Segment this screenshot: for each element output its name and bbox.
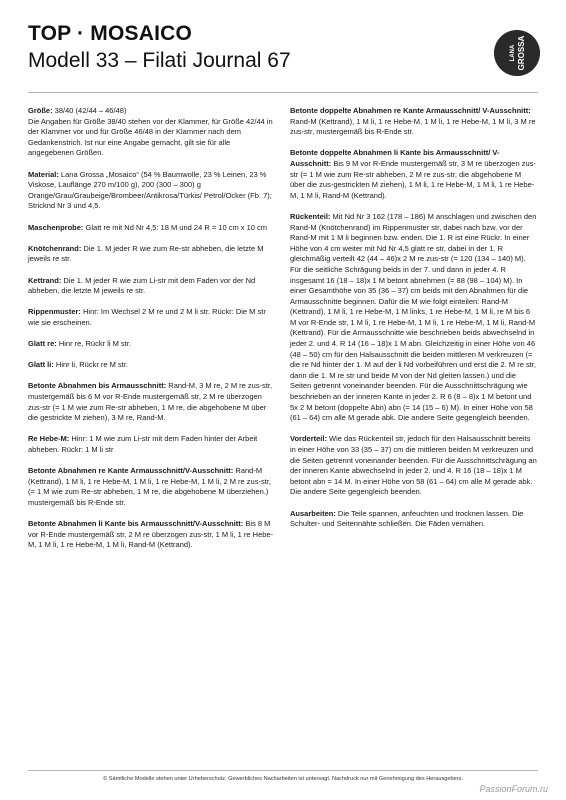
section-text: Bis 8 M vor R-Ende mustergemäß str, 2 M re überzogen zus-str, 1 M li, 1 re Hebe-M, 1 M li, 1 re Hebe-M, 1 M li, Rand-M (Kettrand). [28, 519, 274, 550]
section-label: Material: [28, 169, 59, 179]
section-text: 38/40 (42/44 – 46/48) Die Angaben für Größe 38/40 stehen vor der Klammer, für Größe 42/44 in der Klammer vor und für Größe 46/48 in der Klammer nach dem Gedankenstrich. Ist nur eine Angabe gemacht, gilt sie für alle angegebenen Größen. [28, 106, 273, 158]
instruction-section [28, 223, 276, 234]
instructions-right-column [290, 106, 538, 540]
section-label: Glatt re: [28, 339, 57, 349]
section-text: Wie das Rückenteil str, jedoch für den Halsausschnitt bereits in einer Höhe von 33 (35 – 37) cm die mittleren beiden M verkreuzen und die Seiten getrennt voneinander beenden. Für die Ausschnittschrägung an der inneren Kante abwechselnd in jeder 2. und 4. R 16 (18 – 18)x 1 M betont abn = 14 M. In einer Höhe von 58 (61 – 64) cm alle M gerade abk. Die andere Seite gegengleich beenden. [290, 434, 537, 497]
section-label: Ausarbeiten: [290, 508, 336, 518]
instruction-section [28, 360, 276, 371]
page-subtitle: Modell 33 – Filati Journal 67 [28, 49, 291, 72]
section-text: Bis 9 M vor R-Ende mustergemäß str, 3 M re überzogen zus-str (= 1 M wie zum Re-str abheben, 2 M re zus-str, die abgehobene M über die zus-gestrickten M ziehen), 1 M li, 1 re Hebe-M, 1 M li, 1 re Hebe-M, 1 M li, Rand-M (Kettrand). [290, 158, 536, 200]
section-text: Lana Grossa „Mosaico“ (54 % Baumwolle, 23 % Leinen, 23 % Viskose, Lauflänge 270 m/100 g), 200 (300 – 300) g Orange/Grau/Graubeige/Brombeer/Antikrosa/Türkis/ Petrol/Ocker (Fb. 7); Stricknd Nr 3 und 4,5. [28, 169, 272, 211]
section-label: Vorderteil: [290, 434, 327, 444]
instruction-section [28, 307, 276, 328]
header-divider [28, 92, 538, 93]
section-label: Knötchenrand: [28, 243, 82, 253]
instruction-section [290, 148, 538, 201]
instruction-section [28, 106, 276, 159]
instruction-section [28, 244, 276, 265]
lana-grossa-logo [494, 30, 540, 76]
instructions-left-column [28, 106, 276, 562]
section-text: Die Teile spannen, anfeuchten und trocknen lassen. Die Schulter- und Seitennähte schließen. Die Fäden vernähen. [290, 508, 524, 529]
instruction-section [28, 434, 276, 455]
section-text: Die 1. M jeder R wie zum Li-str mit dem Faden vor der Nd abheben, die letzte M jeweils re str. [28, 275, 256, 296]
section-text: Hinr li, Rückr re M str. [53, 360, 129, 370]
instruction-section [290, 509, 538, 530]
section-label: Re Hebe-M: [28, 434, 70, 444]
section-label: Betonte doppelte Abnahmen li Kante bis Armausschnitt/ V-Ausschnitt: [290, 148, 500, 168]
page-title: TOP · MOSAICO [28, 22, 193, 45]
section-label: Betonte doppelte Abnahmen re Kante Armausschnitt/ V-Ausschnitt: [290, 106, 531, 115]
copyright-notice: © Sämtliche Modelle stehen unter Urheberschutz. Gewerbliches Nacharbeiten ist untersagt. Nachdruck nur mit Genehmigung des Herausgebers. [103, 776, 463, 782]
section-text: Mit Nd Nr 3 162 (178 – 186) M anschlagen und zwischen den Rand-M (Knötchenrand) im Rippenmuster str, dabei nach bzw. vor der Rand-M mit 1 M li beginnen bzw. enden. Die 1. R ist eine Rückr. In einer Höhe von 4 cm weiter mit Nd Nr 4,5 glatt re str, dabei in der 1. R gleichmäßig verteilt 42 (44 – 46)x 2 M re zus-str (= 120 (134 – 140) M). Für die seitliche Schrägung beids in der 7. und dann in jeder 4. R insgesamt 16 (18 – 18)x 1 M betont abnehmen (= 88 (98 – 104) M). In einer Gesamthöhe von 35 (36 – 37) cm beids mit den Abnahmen für die Armausschnitte beginnen. Dafür die M wie folgt einteilen: Rand-M (Kettrand), 1 M li, 1 re Hebe-M, 1 M links, 1 re Hebe-M, 1 M li, re M bis 6 M vor R-Ende str, 1 M li, 1 re Hebe-M, 1 M li, 1 re Hebe-M, 1 M li, Rand-M (Kettrand). Für die Armausschnitte wie beschrieben beids abwechselnd in jeder 2. und 4. R 14 (16 – 18)x 1 M abn. Gleichzeitig in einer Höhe von 46 (48 – 50) cm für den Halsausschnitt die beiden mittleren M verkreuzen (= die re Nd hinter der 1. M auf der li Nd vorbeiführen und erst die 2. M re str, dann die 1. M re str und beide M von der Nd gleiten lassen.) und die Seiten getrennt voneinander beenden. Für die Ausschnittschrägung wie beschrieben an der inneren Kante in jeder 2. R 6 (8 – 8)x 1 M betont und 5x 2 M betont (doppelte Abn) abn (= 14 (15 – 6) M). In einer Höhe von 58 (61 – 64) cm alle M gerade abk. Die andere Seite gegengleich beenden. [290, 211, 537, 423]
section-text: Hinr re, Rückr li M str. [56, 339, 131, 349]
instruction-section [290, 106, 538, 138]
section-label: Maschenprobe: [28, 222, 84, 232]
instruction-section [28, 170, 276, 212]
instruction-section [28, 339, 276, 350]
instruction-section [28, 381, 276, 423]
section-label: Kettrand: [28, 275, 62, 285]
watermark: PassionForum.ru [479, 784, 548, 794]
instruction-section [28, 276, 276, 297]
instruction-section [28, 466, 276, 508]
section-label: Größe: [28, 106, 53, 115]
section-text: Die 1. M jeder R wie zum Re-str abheben, die letzte M jeweils re str. [28, 243, 264, 264]
section-label: Rippenmuster: [28, 307, 81, 317]
section-label: Rückenteil: [290, 211, 331, 221]
section-text: Rand-M (Kettrand), 1 M li, 1 re Hebe-M, 1 M li, 1 re Hebe-M, 1 M li, 2 M re zus-str, (= 1 M wie zum Re-str abheben, 1 M re, die abgehobene M überziehen.) mustergemäß bis R-Ende str. [28, 466, 271, 507]
footer-divider [28, 770, 538, 771]
section-text: Glatt re mit Nd Nr 4,5: 18 M und 24 R = 10 cm x 10 cm [83, 222, 268, 232]
section-text: Rand-M (Kettrand), 1 M li, 1 re Hebe-M, 1 M li, 1 re Hebe-M, 1 M li, 3 M re zus-str, mustergemäß bis R-Ende str. [290, 116, 536, 137]
svg-text:GROSSA: GROSSA [517, 35, 526, 71]
instruction-section [290, 212, 538, 424]
section-text: Rand-M, 3 M re, 2 M re zus-str, mustergemäß bis 6 M vor R-Ende mustergemäß str, 2 M re überzogen zus-str (= 1 M wie zum Re-str abheben, 1 M re, die abgehobene M über die gestrickte M ziehen), 3 M re, Rand-M. [28, 381, 273, 423]
section-label: Betonte Abnahmen re Kante Armausschnitt/V-Ausschnitt: [28, 466, 234, 476]
instruction-section [290, 434, 538, 498]
section-text: Hinr: Im Wechsel 2 M re und 2 M li str. Rückr: Die M str wie sie erscheinen. [28, 307, 266, 327]
section-label: Glatt li: [28, 360, 54, 370]
instruction-section [28, 519, 276, 551]
section-label: Betonte Abnahmen bis Armausschnitt: [28, 381, 167, 391]
section-label: Betonte Abnahmen li Kante bis Armausschnitt/V-Ausschnitt: [28, 519, 244, 529]
svg-text:LANA: LANA [510, 44, 516, 62]
section-text: Hinr: 1 M wie zum Li-str mit dem Faden hinter der Arbeit abheben. Rückr: 1 M li str [28, 434, 258, 454]
